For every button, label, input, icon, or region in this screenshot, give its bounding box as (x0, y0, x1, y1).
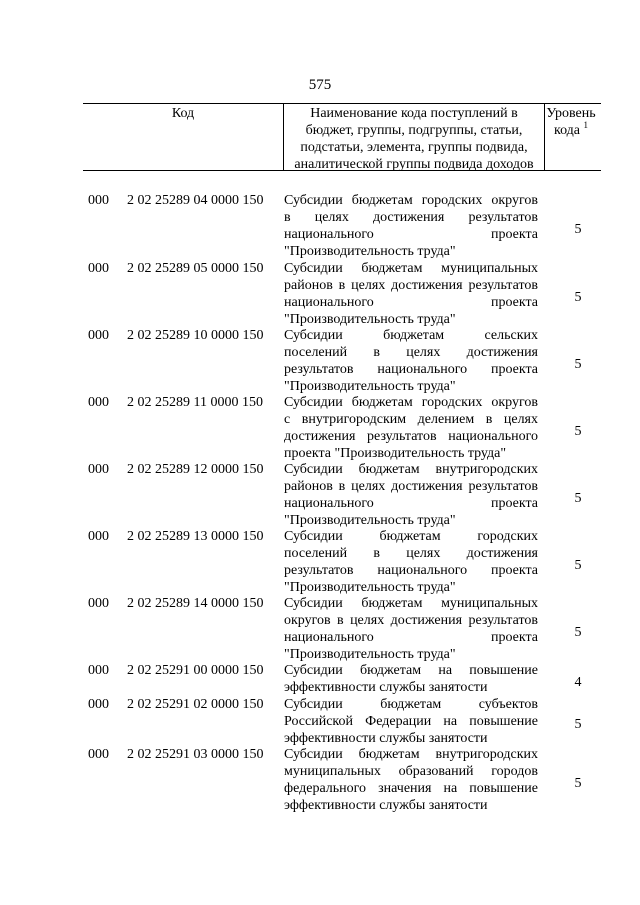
header-code: Код (171, 106, 195, 121)
row-name-line: районов в целях достижения результатов (284, 278, 538, 293)
row-admin-code: 000 (88, 395, 109, 410)
row-name-line: Субсидии бюджетам субъектов (284, 697, 538, 712)
row-revenue-code: 2 02 25289 04 0000 150 (127, 193, 264, 208)
row-name-line: Субсидии бюджетам на повышение (284, 663, 538, 678)
row-name-line: районов в целях достижения результатов (284, 479, 538, 494)
header-level-line: Уровень (546, 106, 596, 121)
row-name-line: федерального значения на повышение (284, 781, 538, 796)
row-admin-code: 000 (88, 328, 109, 343)
row-name (284, 746, 538, 814)
header-name-line: Наименование кода поступлений в (310, 106, 518, 121)
row-level: 5 (574, 717, 582, 732)
row-name-line: национального проекта (284, 496, 538, 511)
row-level: 5 (574, 222, 582, 237)
row-admin-code: 000 (88, 663, 109, 678)
row-name-line: муниципальных образований городов (284, 764, 538, 779)
row-revenue-code: 2 02 25291 03 0000 150 (127, 747, 264, 762)
row-name-line: результатов национального проекта (284, 362, 538, 377)
row-name-line: Субсидии бюджетам муниципальных (284, 261, 538, 276)
row-admin-code: 000 (88, 596, 109, 611)
row-name-line: результатов национального проекта (284, 563, 538, 578)
row-name-line: Субсидии бюджетам муниципальных (284, 596, 538, 611)
row-name-line: Субсидии бюджетам городских округов (284, 193, 538, 208)
row-level: 5 (574, 625, 582, 640)
header-name-line: бюджет, группы, подгруппы, статьи, (305, 123, 523, 138)
row-name-line: Российской Федерации на повышение (284, 714, 538, 729)
row-admin-code: 000 (88, 697, 109, 712)
header-level-text: кода (553, 123, 581, 138)
row-revenue-code: 2 02 25291 00 0000 150 (127, 663, 264, 678)
header-level-line (545, 122, 597, 139)
row-level: 5 (574, 558, 582, 573)
row-name (284, 528, 538, 596)
row-name-line: национального проекта (284, 227, 538, 242)
row-name-line: Субсидии бюджетам сельских (284, 328, 538, 343)
header-level (545, 104, 601, 170)
row-name-line: в целях достижения результатов (284, 210, 538, 225)
page-number: 575 (308, 77, 332, 93)
row-name-line: эффективности службы занятости (284, 680, 488, 695)
header-name-line: подстатьи, элемента, группы подвида, (300, 140, 528, 155)
row-name (284, 260, 538, 328)
row-name (284, 327, 538, 395)
row-name-line: Субсидии бюджетам городских (284, 529, 538, 544)
row-level: 5 (574, 290, 582, 305)
header-name-line: аналитической группы подвида доходов (294, 157, 534, 172)
row-name-line: "Производительность труда" (284, 312, 456, 327)
row-revenue-code: 2 02 25291 02 0000 150 (127, 697, 264, 712)
row-revenue-code: 2 02 25289 05 0000 150 (127, 261, 264, 276)
row-name (284, 192, 538, 260)
row-level: 5 (574, 357, 582, 372)
header-name (283, 104, 545, 170)
row-name-line: национального проекта (284, 630, 538, 645)
row-name-line: "Производительность труда" (284, 647, 456, 662)
row-name-line: эффективности службы занятости (284, 798, 488, 813)
row-name-line: достижения результатов национального (284, 429, 538, 444)
row-name-line: поселений в целях достижения (284, 345, 538, 360)
row-revenue-code: 2 02 25289 12 0000 150 (127, 462, 264, 477)
row-name-line: "Производительность труда" (284, 244, 456, 259)
table-header (83, 103, 601, 171)
row-name-line: Субсидии бюджетам внутригородских (284, 747, 538, 762)
row-admin-code: 000 (88, 747, 109, 762)
row-level: 5 (574, 776, 582, 791)
row-name-line: Субсидии бюджетам внутригородских (284, 462, 538, 477)
row-name (284, 696, 538, 747)
row-revenue-code: 2 02 25289 14 0000 150 (127, 596, 264, 611)
row-name-line: поселений в целях достижения (284, 546, 538, 561)
row-name-line: Субсидии бюджетам городских округов (284, 395, 538, 410)
row-admin-code: 000 (88, 261, 109, 276)
row-name (284, 595, 538, 663)
row-revenue-code: 2 02 25289 11 0000 150 (127, 395, 263, 410)
row-name-line: с внутригородским делением в целях (284, 412, 538, 427)
row-name-line: эффективности службы занятости (284, 731, 488, 746)
row-level: 5 (574, 491, 582, 506)
row-name-line: национального проекта (284, 295, 538, 310)
row-level: 4 (574, 675, 582, 690)
footnote-marker: 1 (583, 120, 589, 130)
row-admin-code: 000 (88, 462, 109, 477)
row-revenue-code: 2 02 25289 10 0000 150 (127, 328, 264, 343)
row-name-line: "Производительность труда" (284, 379, 456, 394)
row-name (284, 662, 538, 696)
row-name-line: "Производительность труда" (284, 513, 456, 528)
row-level: 5 (574, 424, 582, 439)
row-name (284, 461, 538, 529)
row-name-line: проекта "Производительность труда" (284, 446, 507, 461)
row-revenue-code: 2 02 25289 13 0000 150 (127, 529, 264, 544)
row-name-line: "Производительность труда" (284, 580, 456, 595)
row-name-line: округов в целях достижения результатов (284, 613, 538, 628)
row-name (284, 394, 538, 462)
row-admin-code: 000 (88, 529, 109, 544)
row-admin-code: 000 (88, 193, 109, 208)
